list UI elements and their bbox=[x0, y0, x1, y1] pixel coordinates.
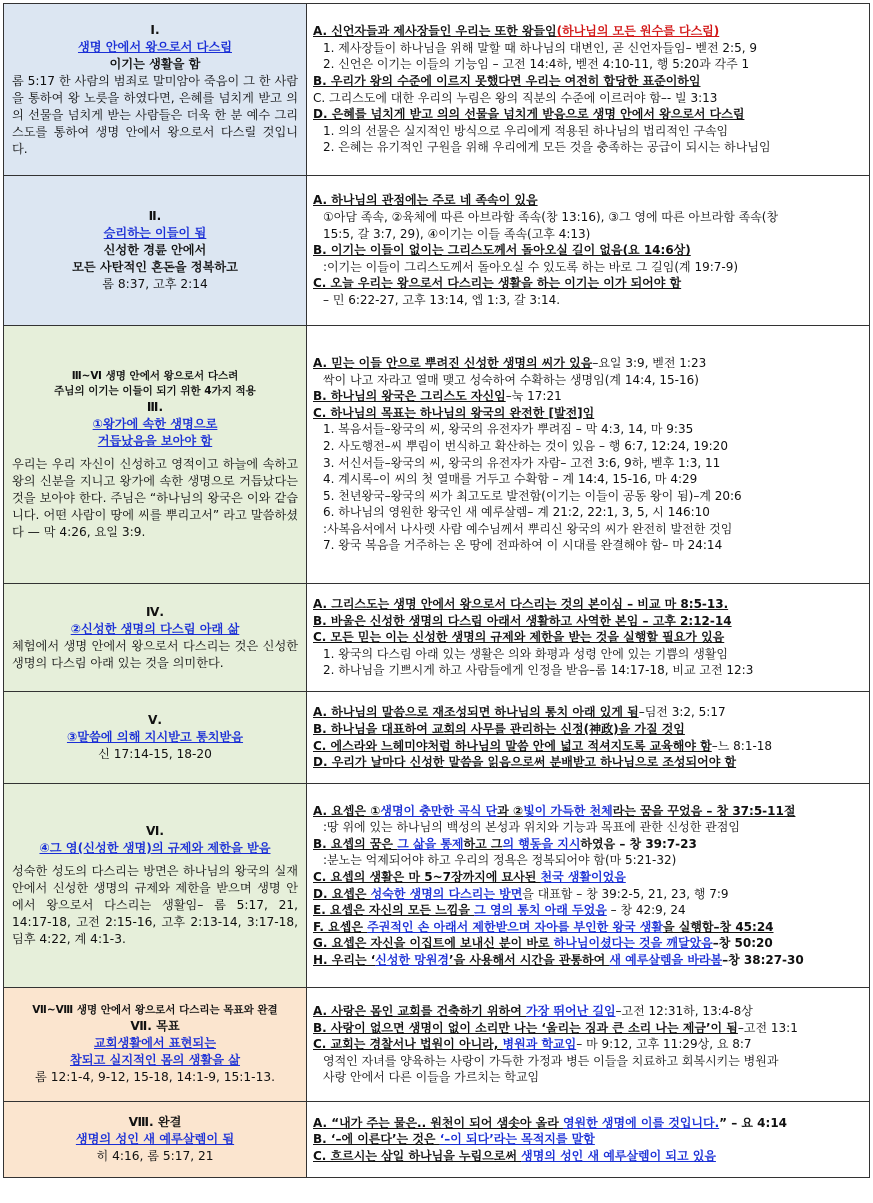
section-number: Ⅷ. 완결 bbox=[128, 1115, 182, 1129]
point-a: A. 사랑은 몸인 교회를 건축하기 위하여 가장 뛰어난 길임–고전 12:31하, 13:4-8상 bbox=[313, 1004, 753, 1019]
point-a: A. 믿는 이들 안으로 뿌려진 신성한 생명의 씨가 있음–요일 3:9, 벧전 1:23 bbox=[313, 355, 707, 370]
section-row-5 bbox=[4, 692, 870, 784]
section-reference: 롬 8:37, 고후 2:14 bbox=[102, 277, 208, 291]
section-title-2: 거듭났음을 보아야 함 bbox=[97, 433, 213, 448]
section-description: 체험에서 생명 안에서 왕으로서 다스리는 것은 신성한 생명의 다스림 아래 있는 것을 의미한다. bbox=[12, 638, 298, 670]
point-d: D. 요셉은 성숙한 생명의 다스리는 방면을 대표함 – 창 39:2-5, 21, 23, 행 7:9 bbox=[313, 886, 729, 901]
point-c: C. 교회는 경찰서나 법원이 아니라, 병원과 학교임– 마 9:12, 고후 11:29상, 요 8:7 bbox=[313, 1037, 752, 1052]
point-c-detail: 영적인 자녀를 양육하는 사랑이 가득한 가정과 병든 이들을 치료하고 회복시키는 병원과 bbox=[323, 1053, 779, 1068]
section-reference: 롬 12:1-4, 9-12, 15-18, 14:1-9, 15:1-13. bbox=[35, 1070, 275, 1084]
section-8-summary bbox=[4, 1102, 307, 1178]
point-a-detail-2: 15:5, 갈 3:7, 29), ④이기는 이들 족속(고후 4:13) bbox=[323, 226, 591, 241]
section-row-8 bbox=[4, 1102, 870, 1178]
point-d-1: 1. 의의 선물은 실지적인 방식으로 우리에게 적용된 하나님의 법리적인 구속임 bbox=[323, 123, 729, 138]
point-e: E. 요셉은 자신의 모든 느낌을 그 영의 통치 아래 두었음 – 창 42:9, 24 bbox=[313, 903, 686, 918]
section-reference: 신 17:14-15, 18-20 bbox=[98, 747, 212, 761]
group-heading: Ⅲ~Ⅵ 생명 안에서 왕으로서 다스려 bbox=[71, 369, 239, 382]
section-row-2 bbox=[4, 176, 870, 326]
point-c: C. 하나님의 목표는 하나님의 왕국의 완전한 [발전]임 bbox=[313, 405, 595, 420]
section-8-points bbox=[307, 1102, 870, 1178]
section-reference: 히 4:16, 롬 5:17, 21 bbox=[96, 1149, 214, 1163]
section-row-4 bbox=[4, 584, 870, 692]
point-c-1: 1. 왕국의 다스림 아래 있는 생활은 의와 화평과 성령 안에 있는 기쁨의 생활임 bbox=[323, 646, 728, 661]
section-row-7 bbox=[4, 988, 870, 1102]
section-number: Ⅰ. bbox=[150, 22, 160, 37]
section-1-summary bbox=[4, 4, 307, 176]
section-row-6 bbox=[4, 784, 870, 988]
point-c: C. 요셉의 생활은 마 5~7장까지에 묘사된 천국 생활이었음 bbox=[313, 869, 626, 884]
section-description: 우리는 우리 자신이 신성하고 영적이고 하늘에 속하고 왕의 신분을 지니고 왕가에 속한 생명으로 거듭났다는 것을 보아야 한다. 주님은 “하나님의 왕국은 이와 같습니다. 어떤 사람이 땅에 씨를 뿌리고서” 라고 말씀하셨다 — 막 4:26, 요일 3:9. bbox=[12, 456, 298, 539]
section-title-2: 참되고 실지적인 몸의 생활을 삶 bbox=[69, 1053, 241, 1067]
point-c: C. 모든 믿는 이는 신성한 생명의 규제와 제한을 받는 것을 실행할 필요가 있음 bbox=[313, 630, 725, 645]
section-description: 성숙한 성도의 다스리는 방면은 하나님의 왕국의 실재 안에서 신성한 생명의 규제와 제한을 받으며 생명 안에서 왕으로서 다스리는 생활임– 롬 5:17, 21, 14:17-18, 고전 2:15-16, 고후 2:13-14, 3:17-18, 딤후 4:22, 계 4:1-3. bbox=[12, 864, 298, 946]
point-a-2: 2. 신언은 이기는 이들의 기능임 – 고전 14:4하, 벧전 4:10-11, 행 5:20과 각주 1 bbox=[323, 57, 750, 72]
section-subtitle: 신성한 경륜 안에서 bbox=[103, 243, 207, 257]
section-2-summary bbox=[4, 176, 307, 326]
section-title: 생명 안에서 왕으로서 다스림 bbox=[77, 39, 232, 54]
point-c-4: 4. 계시록–이 씨의 첫 열매를 거두고 수확함 – 계 14:4, 15-16, 마 4:29 bbox=[323, 472, 698, 487]
section-number: Ⅳ. bbox=[145, 604, 165, 619]
point-f: F. 요셉은 주권적인 손 아래서 제한받으며 자아를 부인한 왕국 생활을 실행함–창 45:24 bbox=[313, 919, 774, 934]
section-5-points bbox=[307, 692, 870, 784]
point-c-detail-2: 사랑 안에서 다른 이들을 가르치는 학교임 bbox=[323, 1070, 540, 1085]
point-d: D. 우리가 날마다 신성한 말씀을 읽음으로써 분배받고 하나님으로 조성되어야 함 bbox=[313, 755, 737, 770]
point-a: A. 하나님의 말씀으로 재조성되면 하나님의 통치 아래 있게 됨–딤전 3:2, 5:17 bbox=[313, 705, 726, 720]
point-a: A. 그리스도는 생명 안에서 왕으로서 다스리는 것의 본이심 – 비교 마 8:5-13. bbox=[313, 597, 729, 612]
point-a-1: 1. 제사장들이 하나님을 위해 말할 때 하나님의 대변인, 곧 신언자들임– 벧전 2:5, 9 bbox=[323, 40, 757, 55]
point-d-2: 2. 은혜는 유기적인 구원을 위해 우리에게 모든 것을 충족하는 공급이 되시는 하나님임 bbox=[323, 140, 771, 155]
point-c-1: 1. 복음서들–왕국의 씨, 왕국의 유전자가 뿌려짐 – 막 4:3, 14, 마 9:35 bbox=[323, 422, 694, 437]
point-c: C. 흐르시는 삼일 하나님을 누림으로써 생명의 성인 새 예루살렘이 되고 있음 bbox=[313, 1148, 716, 1163]
group-heading: Ⅶ~Ⅷ 생명 안에서 왕으로서 다스리는 목표와 완결 bbox=[32, 1004, 278, 1016]
point-a: A. “내가 주는 물은.. 원천이 되어 샘솟아 올라 영원한 생명에 이를 것입니다.” – 요 4:14 bbox=[313, 1115, 788, 1130]
section-description: 롬 5:17 한 사람의 범죄로 말미암아 죽음이 그 한 사람을 통하여 왕 노릇을 하였다면, 은혜를 넘치게 받고 의의 선물을 넘치게 받는 사람들은 더욱 한 분 예수 그리스도를 통하여 생명 안에서 왕으로서 다스릴 것입니다. bbox=[12, 73, 298, 156]
section-number: Ⅶ. 목표 bbox=[130, 1019, 180, 1033]
section-2-points bbox=[307, 176, 870, 326]
point-c-3: 3. 서신서들–왕국의 씨, 왕국의 유전자가 자람– 고전 3:6, 9하, 벧후 1:3, 11 bbox=[323, 455, 721, 470]
point-a: A. 요셉은 ①생명이 충만한 곡식 단과 ②빛이 가득한 천체라는 꿈을 꾸었음 – 창 37:5-11절 bbox=[313, 803, 796, 818]
point-a-detail: ①아담 족속, ②육체에 따른 아브라함 족속(창 13:16), ③그 영에 따른 아브라함 족속(창 bbox=[323, 210, 779, 225]
point-c-5: 5. 천년왕국–왕국의 씨가 최고도로 발전함(이기는 이들이 공동 왕이 됨)–계 20:6 bbox=[323, 488, 742, 503]
point-g: G. 요셉은 자신을 이집트에 보내신 분이 바로 하나님이셨다는 것을 깨달았음–창 50:20 bbox=[313, 936, 773, 951]
section-4-summary bbox=[4, 584, 307, 692]
section-title: 승리하는 이들이 됨 bbox=[103, 226, 207, 240]
point-c-2: 2. 하나님을 기쁘시게 하고 사람들에게 인정을 받음–롬 14:17-18, 비교 고전 12:3 bbox=[323, 663, 754, 678]
point-d: D. 은혜를 넘치게 받고 의의 선물을 넘치게 받음으로 생명 안에서 왕으로서 다스림 bbox=[313, 107, 745, 122]
section-number: Ⅲ. bbox=[146, 399, 164, 414]
section-6-summary bbox=[4, 784, 307, 988]
point-a: A. 하나님의 관점에는 주로 네 족속이 있음 bbox=[313, 193, 538, 208]
point-a: A. 신언자들과 제사장들인 우리는 또한 왕들임(하나님의 모든 원수를 다스림) bbox=[313, 24, 720, 39]
point-b: B. 우리가 왕의 수준에 이르지 못했다면 우리는 여전히 합당한 표준이하임 bbox=[313, 73, 701, 88]
point-b: B. 하나님의 왕국은 그리스도 자신임–눅 17:21 bbox=[313, 389, 562, 404]
section-title: 교회생활에서 표현되는 bbox=[94, 1036, 216, 1050]
point-c: C. 그리스도에 대한 우리의 누림은 왕의 직분의 수준에 이르러야 함–- 빌 3:13 bbox=[313, 90, 718, 105]
section-number: Ⅴ. bbox=[147, 713, 163, 727]
section-7-summary bbox=[4, 988, 307, 1102]
section-title: ①왕가에 속한 생명으로 bbox=[92, 416, 218, 431]
outline-table bbox=[3, 3, 870, 1178]
point-c: C. 오늘 우리는 왕으로서 다스리는 생활을 하는 이기는 이가 되어야 함 bbox=[313, 276, 682, 291]
section-title: ②신성한 생명의 다스림 아래 삶 bbox=[70, 621, 240, 636]
point-c-7: 7. 왕국 복음을 거주하는 온 땅에 전파하여 이 시대를 완결해야 함– 마 24:14 bbox=[323, 538, 723, 553]
point-c: C. 에스라와 느헤미야처럼 하나님의 말씀 안에 넓고 적셔지도록 교육해야 함–느 8:1-18 bbox=[313, 738, 773, 753]
point-c-6-detail: :사복음서에서 나사렛 사람 예수님께서 뿌리신 왕국의 씨가 완전히 발전한 것임 bbox=[323, 521, 733, 536]
point-b: B. 하나님을 대표하여 교회의 사무를 관리하는 신정(神政)을 가질 것임 bbox=[313, 721, 685, 736]
section-subtitle-2: 모든 사탄적인 혼돈을 정복하고 bbox=[72, 260, 238, 274]
section-subtitle: 이기는 생활을 함 bbox=[109, 56, 201, 71]
group-subheading: 주님의 이기는 이들이 되기 위한 4가지 적용 bbox=[54, 384, 256, 397]
point-a-detail: 싹이 나고 자라고 열매 맺고 성숙하여 수확하는 생명임(계 14:4, 15-16) bbox=[323, 372, 699, 387]
section-number: Ⅵ. bbox=[145, 824, 165, 838]
point-a-detail: :땅 위에 있는 하나님의 백성의 본성과 위치와 기능과 목표에 관한 신성한 관점임 bbox=[323, 820, 740, 835]
point-b-detail: :이기는 이들이 그리스도께서 돌아오실 수 있도록 하는 바로 그 길임(계 19:7-9) bbox=[323, 259, 739, 274]
point-b: B. 이기는 이들이 없이는 그리스도께서 돌아오실 길이 없음(요 14:6상) bbox=[313, 243, 691, 258]
section-3-points bbox=[307, 326, 870, 584]
point-c-2: 2. 사도행전–씨 뿌림이 번식하고 확산하는 것이 있음 – 행 6:7, 12:24, 19:20 bbox=[323, 438, 728, 453]
section-4-points bbox=[307, 584, 870, 692]
point-h: H. 우리는 ‘신성한 망원경’을 사용해서 시간을 관통하여 새 예루살렘을 바라봄–창 38:27-30 bbox=[313, 952, 804, 967]
section-title: ③말씀에 의해 지시받고 통치받음 bbox=[66, 730, 244, 744]
point-c-detail: – 민 6:22-27, 고후 13:14, 엡 1:3, 갈 3:14. bbox=[323, 292, 561, 307]
point-b: B. 사랑이 없으면 생명이 없이 소리만 나는 ‘울리는 징과 큰 소리 나는 제금’이 됨–고전 13:1 bbox=[313, 1020, 798, 1035]
section-row-3 bbox=[4, 326, 870, 584]
point-b: B. 요셉의 꿈은 그 삶을 통제하고 그의 행동을 지시하였음 – 창 39:7-23 bbox=[313, 836, 697, 851]
section-title: ④그 영(신성한 생명)의 규제와 제한을 받음 bbox=[39, 841, 271, 855]
section-title: 생명의 성인 새 예루살렘이 됨 bbox=[75, 1132, 235, 1146]
section-7-points bbox=[307, 988, 870, 1102]
section-3-summary bbox=[4, 326, 307, 584]
point-b: B. ‘–에 이른다’는 것은 ‘–이 되다’라는 목적지를 말함 bbox=[313, 1132, 595, 1147]
section-row-1 bbox=[4, 4, 870, 176]
section-number: Ⅱ. bbox=[148, 209, 162, 223]
section-1-points bbox=[307, 4, 870, 176]
point-c-6: 6. 하나님의 영원한 왕국인 새 예루살렘– 계 21:2, 22:1, 3, 5, 시 146:10 bbox=[323, 505, 710, 520]
section-6-points bbox=[307, 784, 870, 988]
point-b-detail: :분노는 억제되어야 하고 우리의 정욕은 정복되어야 함(마 5:21-32) bbox=[323, 853, 677, 868]
point-b: B. 바울은 신성한 생명의 다스림 아래서 생활하고 사역한 본임 – 고후 2:12-14 bbox=[313, 613, 732, 628]
section-5-summary bbox=[4, 692, 307, 784]
